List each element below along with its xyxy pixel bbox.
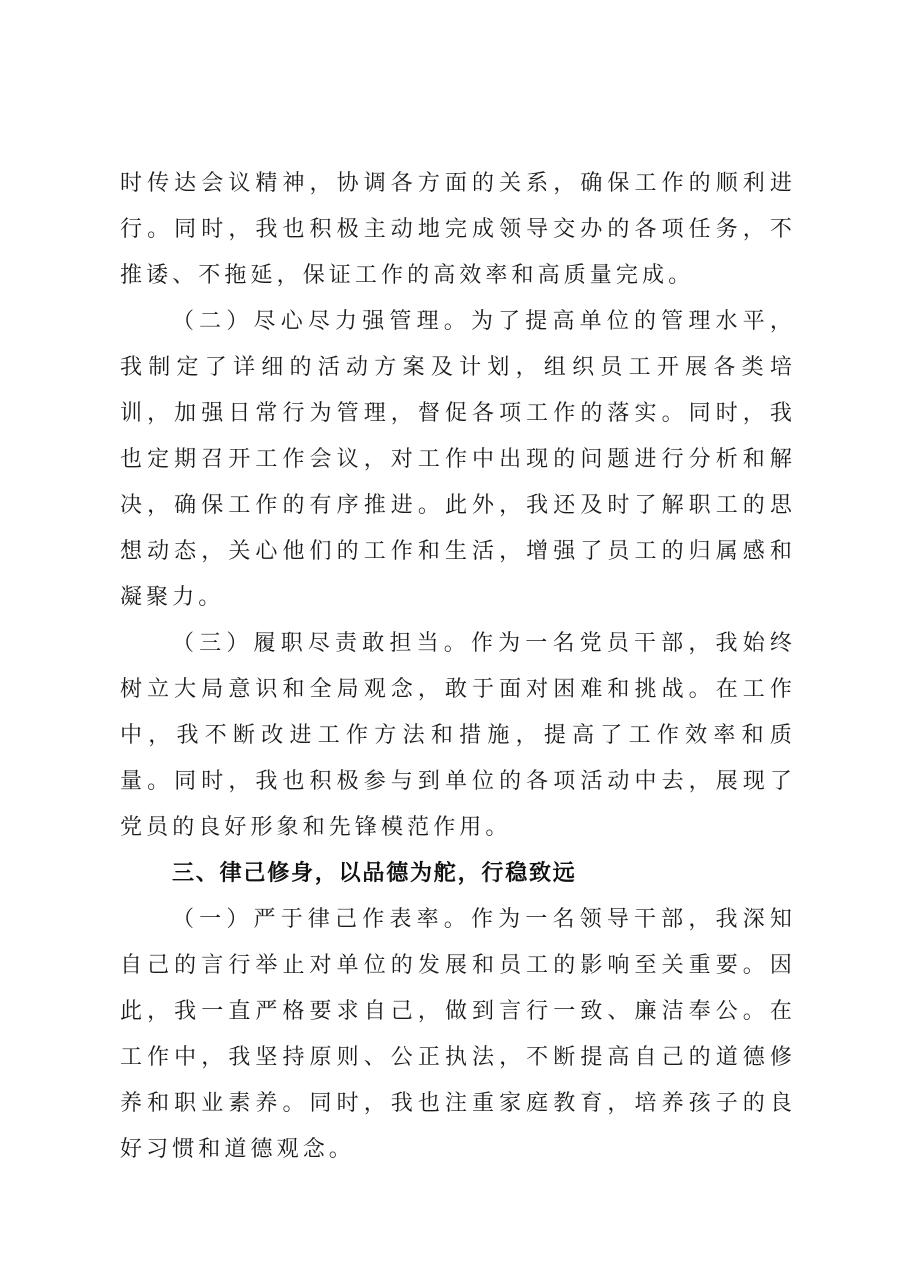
section-heading-three: 三、律己修身，以品德为舵，行稳致远 (172, 861, 577, 886)
document-body (120, 161, 796, 1173)
paragraph-continuation: 时传达会议精神，协调各方面的关系，确保工作的顺利进行。同时，我也积极主动地完成领导交办的各项任务，不推诿、不拖延，保证工作的高效率和高质量完成。 (120, 171, 796, 288)
paragraph-self-discipline: （一）严于律己作表率。作为一名领导干部，我深知自己的言行举止对单位的发展和员工的影响至关重要。因此，我一直严格要求自己，做到言行一致、廉洁奉公。在工作中，我坚持原则、公正执法，不断提高自己的道德修养和职业素养。同时，我也注重家庭教育，培养孩子的良好习惯和道德观念。 (120, 907, 796, 1162)
paragraph-management: （二）尽心尽力强管理。为了提高单位的管理水平，我制定了详细的活动方案及计划，组织员工开展各类培训，加强日常行为管理，督促各项工作的落实。同时，我也定期召开工作会议，对工作中出现的问题进行分析和解决，确保工作的有序推进。此外，我还及时了解职工的思想动态，关心他们的工作和生活，增强了员工的归属感和凝聚力。 (120, 309, 796, 610)
paragraph-responsibility: （三）履职尽责敢担当。作为一名党员干部，我始终树立大局意识和全局观念，敢于面对困难和挑战。在工作中，我不断改进工作方法和措施，提高了工作效率和质量。同时，我也积极参与到单位的各项活动中去，展现了党员的良好形象和先锋模范作用。 (120, 631, 796, 840)
